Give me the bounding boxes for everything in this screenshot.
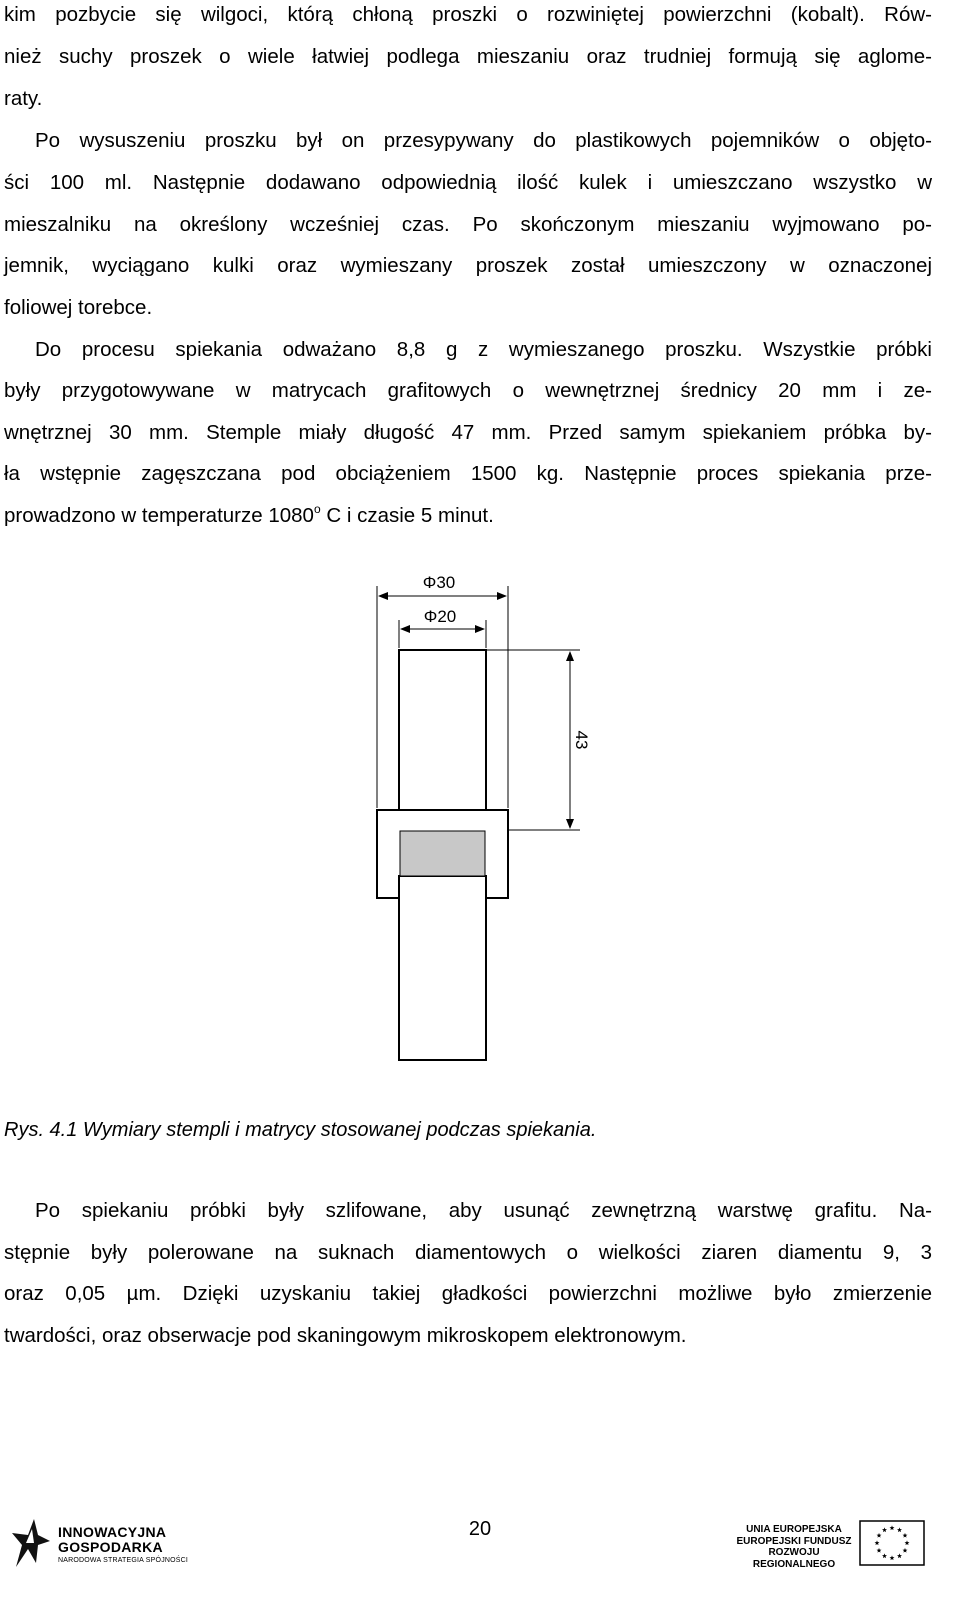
upper-punch	[399, 650, 486, 830]
text-line: wnętrznej 30 mm. Stemple miały długość 47 mm. Przed samym spiekaniem próbka by-	[4, 421, 932, 444]
text-line: ści 100 ml. Następnie dodawano odpowiednią ilość kulek i umieszczano wszystko w	[4, 171, 932, 194]
eu-flag-icon	[859, 1520, 925, 1566]
text-line: twardości, oraz obserwacje pod skaningowym mikroskopem elektronowym.	[4, 1324, 687, 1347]
text-line: Do procesu spiekania odważano 8,8 g z wymieszanego proszku. Wszystkie próbki	[35, 338, 932, 361]
text-line: prowadzono w temperaturze 1080$^o$ C i czasie 5 minut.	[4, 502, 494, 527]
text-line: foliowej torebce.	[4, 296, 153, 319]
innowacyjna-gospodarka-logo: INNOWACYJNA GOSPODARKA NARODOWA STRATEGIA SPÓJNOŚCI	[8, 1515, 208, 1573]
page-number: 20	[468, 1518, 492, 1540]
text-line: były przygotowywane w matrycach grafitowych o wewnętrznej średnicy 20 mm i ze-	[4, 379, 932, 402]
text-line: ła wstępnie zagęszczana pod obciążeniem 1500 kg. Następnie proces spiekania prze-	[4, 462, 932, 485]
text-line: nież suchy proszek o wiele łatwiej podlega mieszaniu oraz trudniej formują się aglome-	[4, 45, 932, 68]
eu-fund-logo: UNIA EUROPEJSKA EUROPEJSKI FUNDUSZ ROZWOJU REGIONALNEGO	[735, 1520, 935, 1570]
text-line: oraz 0,05 µm. Dzięki uzyskaniu takiej gładkości powierzchni możliwe było zmierzenie	[4, 1282, 932, 1305]
powder-sample	[400, 831, 485, 876]
inner-diameter-label: Φ20	[423, 607, 457, 626]
text-line: stępnie były polerowane na suknach diamentowych o wielkości ziaren diamentu 9, 3	[4, 1241, 932, 1264]
text-line: raty.	[4, 87, 43, 110]
text-line: mieszalniku na określony wcześniej czas. Po skończonym mieszaniu wyjmowano po-	[4, 213, 932, 236]
text-line: Po wysuszeniu proszku był on przesypywany do plastikowych pojemników o objęto-	[35, 129, 932, 152]
length-label: 43	[572, 730, 591, 750]
outer-diameter-label: Φ30	[422, 573, 456, 592]
text-line: Po spiekaniu próbki były szlifowane, aby usunąć zewnętrzną warstwę grafitu. Na-	[35, 1199, 932, 1222]
punch-die-diagram	[0, 560, 960, 1070]
text-line: jemnik, wyciągano kulki oraz wymieszany proszek został umieszczony w oznaczonej	[4, 254, 932, 277]
text-line: kim pozbycie się wilgoci, którą chłoną proszki o rozwiniętej powierzchni (kobalt). Rów-	[4, 3, 932, 26]
lower-punch	[399, 876, 486, 1060]
figure-caption: Rys. 4.1 Wymiary stempli i matrycy stosowanej podczas spiekania.	[4, 1119, 597, 1141]
degree-superscript: o	[313, 502, 321, 516]
